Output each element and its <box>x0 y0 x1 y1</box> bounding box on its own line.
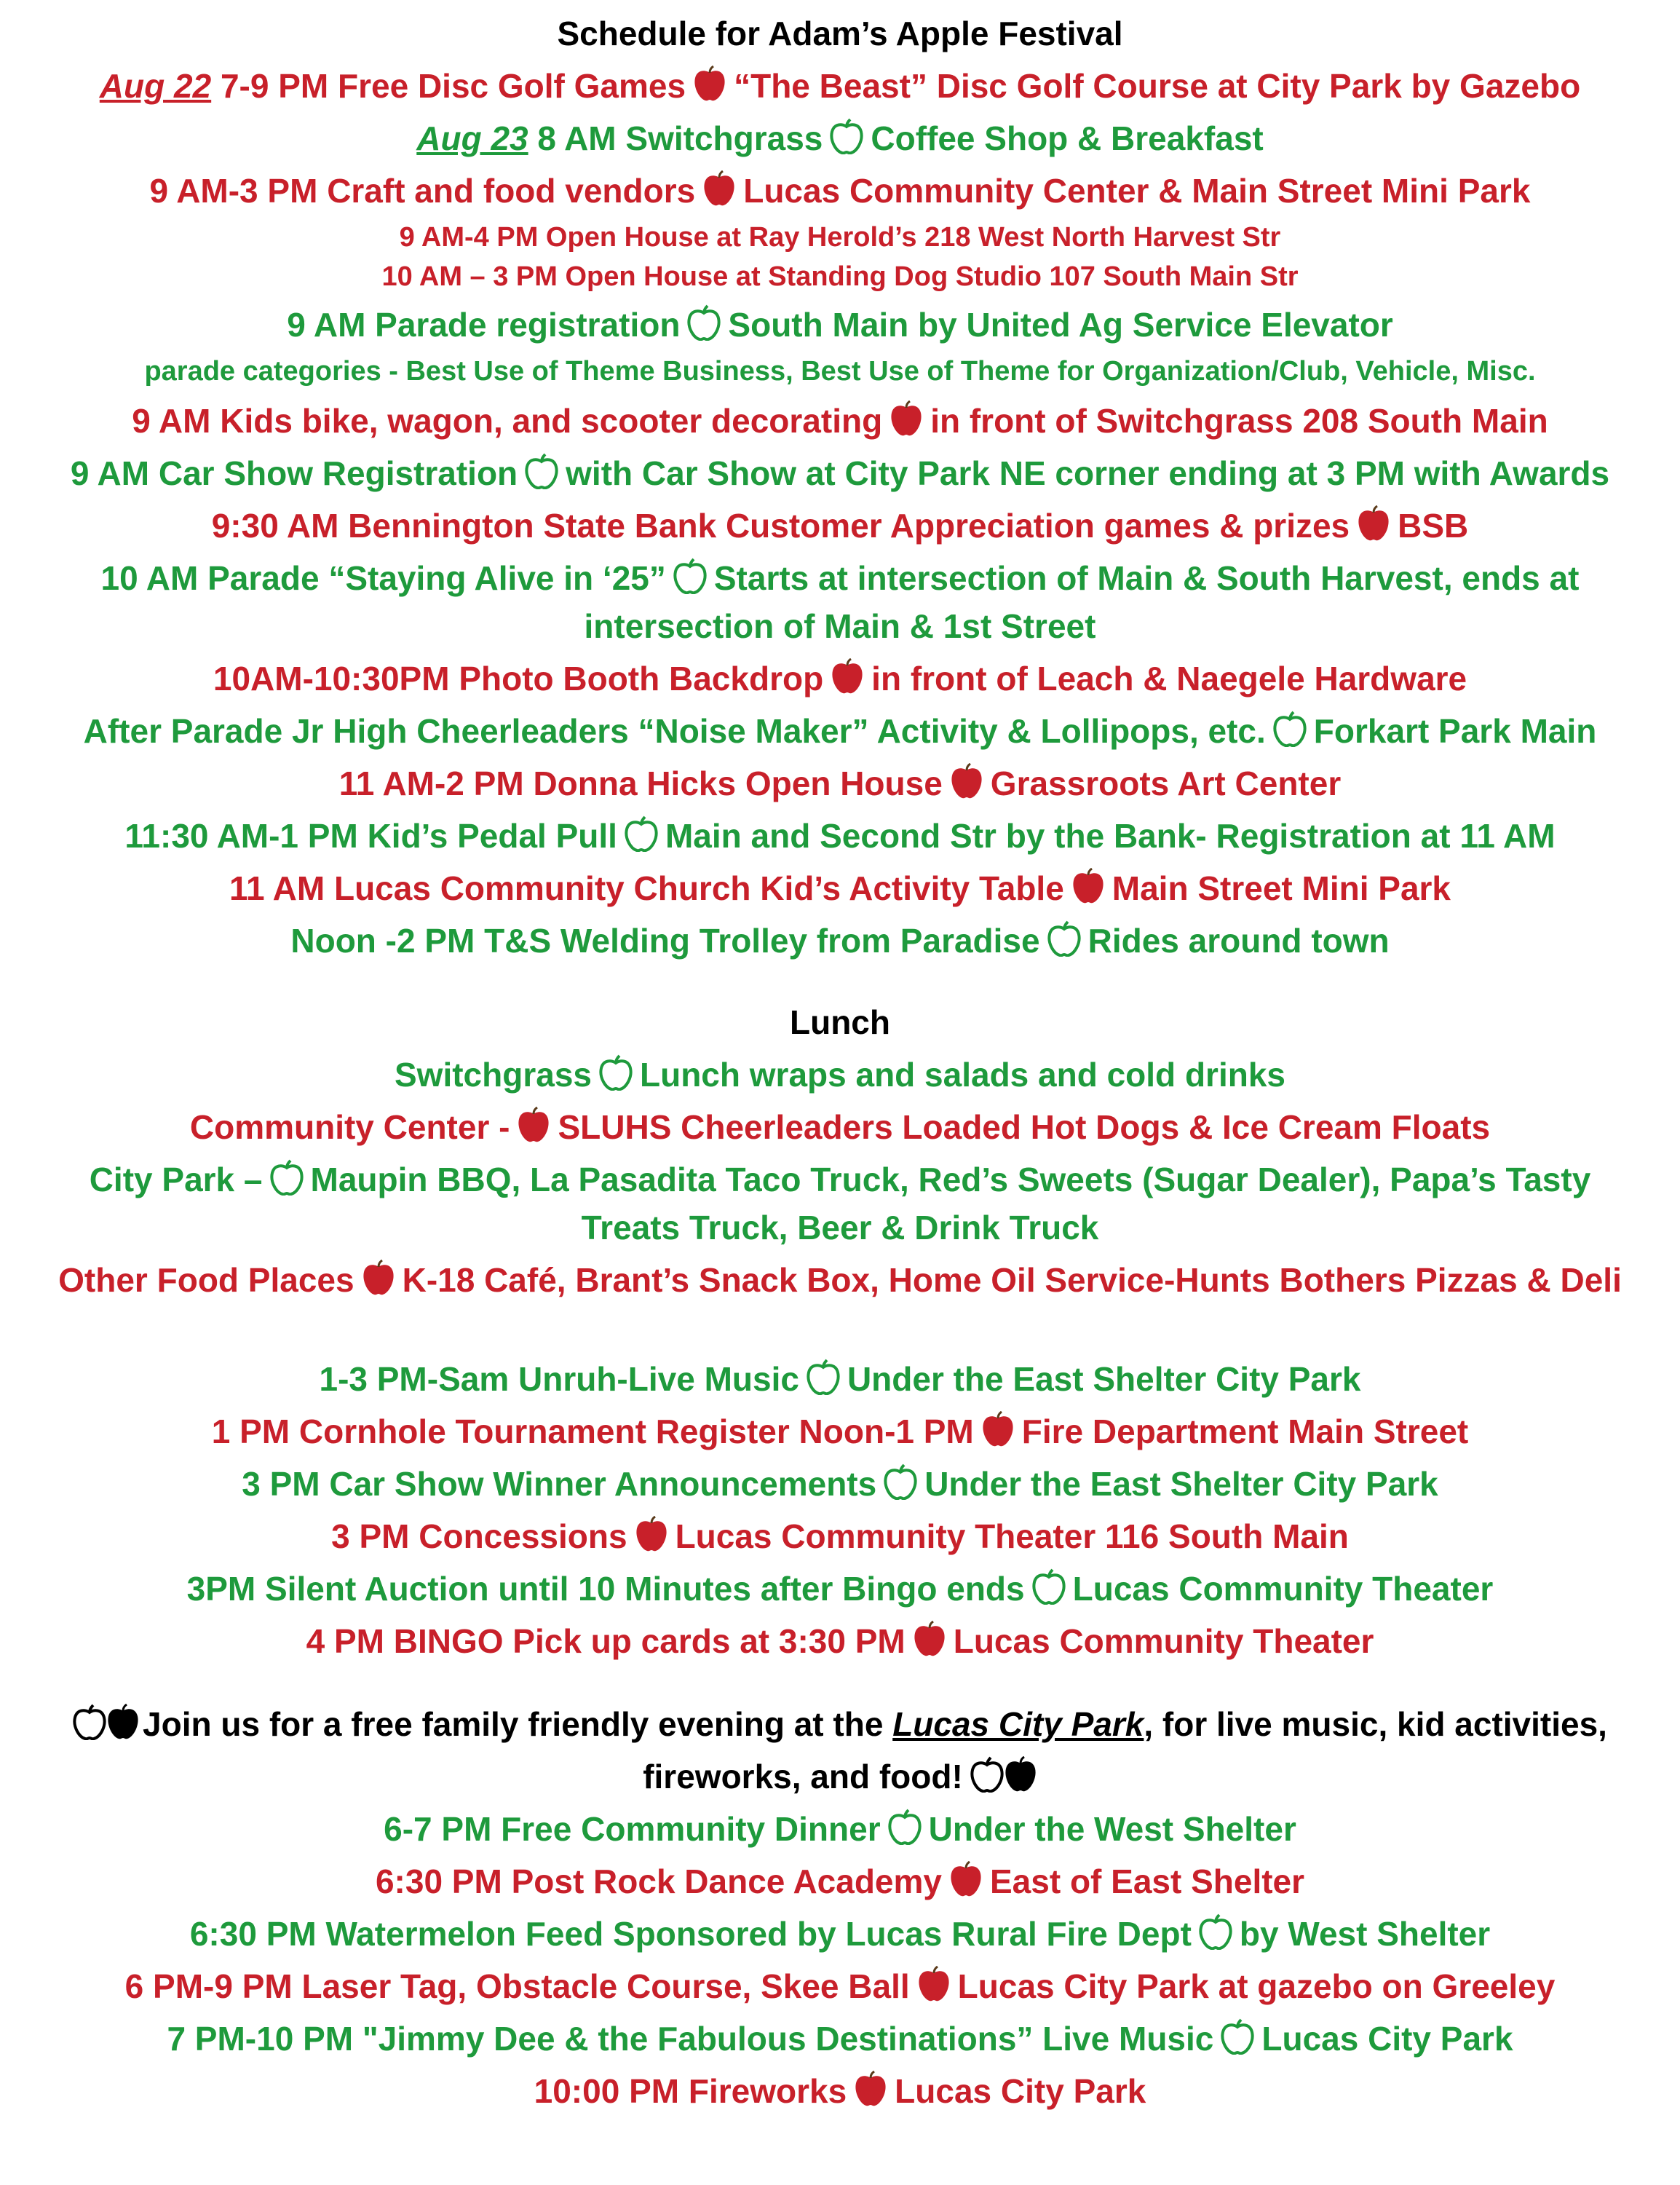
red-apple-icon <box>854 2071 887 2107</box>
afternoon-row: 1 PM Cornhole Tournament Register Noon-1 PM Fire Department Main Street <box>211 1412 1469 1450</box>
green-apple-outline-icon <box>1032 1568 1066 1605</box>
date-aug-23: Aug 23 <box>416 119 528 157</box>
green-apple-outline-icon <box>687 304 721 341</box>
afternoon-row: 3 PM Concessions Lucas Community Theater 116 South Main <box>331 1517 1349 1555</box>
evening-row: 6-7 PM Free Community Dinner Under the West Shelter <box>384 1810 1296 1848</box>
red-apple-icon <box>362 1260 395 1296</box>
parade-categories: parade categories - Best Use of Theme Business, Best Use of Theme for Organization/Club, Vehicle, Misc. <box>144 356 1536 387</box>
green-apple-outline-icon <box>888 1809 922 1845</box>
lunch-row: City Park – Maupin BBQ, La Pasadita Taco Truck, Red’s Sweets (Sugar Dealer), Papa’s Tasty <box>89 1161 1591 1198</box>
schedule-row: 9 AM Car Show Registration with Car Show at City Park NE corner ending at 3 PM with Awards <box>70 454 1610 492</box>
evening-intro: Join us for a free family friendly evening at the Lucas City Park, for live music, kid activities, <box>0 1702 1680 1746</box>
afternoon-row: 4 PM BINGO Pick up cards at 3:30 PM Lucas Community Theater <box>306 1622 1374 1660</box>
green-apple-outline-icon <box>270 1159 304 1196</box>
black-apple-icon <box>1004 1756 1037 1793</box>
green-apple-outline-icon <box>673 558 707 594</box>
lunch-row: Switchgrass Lunch wraps and salads and cold drinks <box>395 1056 1285 1094</box>
red-apple-icon <box>517 1107 550 1143</box>
lunch-row: Community Center - SLUHS Cheerleaders Loaded Hot Dogs & Ice Cream Floats <box>189 1108 1491 1146</box>
schedule-row: Aug 22 7-9 PM Free Disc Golf Games “The Beast” Disc Golf Course at City Park by Gazebo <box>99 67 1581 105</box>
red-apple-icon <box>1357 505 1390 542</box>
schedule-row: 11 AM-2 PM Donna Hicks Open House Grassroots Art Center <box>338 764 1342 802</box>
red-apple-icon <box>913 1621 946 1657</box>
evening-row: 7 PM-10 PM "Jimmy Dee & the Fabulous Destinations” Live Music Lucas City Park <box>167 2020 1513 2058</box>
green-apple-outline-icon <box>625 815 658 852</box>
red-apple-icon <box>635 1516 668 1552</box>
green-apple-outline-icon <box>525 453 558 489</box>
lucas-city-park-link: Lucas City Park <box>892 1705 1144 1743</box>
green-apple-outline-icon <box>884 1463 917 1500</box>
red-apple-icon <box>949 1861 983 1897</box>
red-apple-icon <box>917 1966 951 2002</box>
page-title: Schedule for Adam’s Apple Festival <box>557 15 1123 52</box>
black-apple-icon <box>106 1704 140 1740</box>
evening-intro-continued: fireworks, and food! <box>0 1755 1680 1798</box>
schedule-row: 10AM-10:30PM Photo Booth Backdrop in front of Leach & Naegele Hardware <box>213 660 1467 698</box>
red-apple-icon <box>693 66 726 102</box>
schedule-row: 10 AM – 3 PM Open House at Standing Dog Studio 107 South Main Str <box>381 261 1299 292</box>
date-aug-22: Aug 22 <box>99 67 212 105</box>
evening-row: 10:00 PM Fireworks Lucas City Park <box>534 2072 1146 2110</box>
green-apple-outline-icon <box>1199 1913 1232 1950</box>
evening-row: 6:30 PM Watermelon Feed Sponsored by Lucas Rural Fire Dept by West Shelter <box>189 1915 1491 1953</box>
red-apple-icon <box>1071 868 1105 904</box>
lunch-row-continued: Treats Truck, Beer & Drink Truck <box>581 1209 1099 1246</box>
evening-row: 6 PM-9 PM Laser Tag, Obstacle Course, Skee Ball Lucas City Park at gazebo on Greeley <box>124 1967 1556 2005</box>
schedule-row: 9 AM Parade registration South Main by United Ag Service Elevator <box>287 306 1393 344</box>
green-apple-outline-icon <box>1047 920 1081 957</box>
red-apple-icon <box>831 658 864 695</box>
schedule-row: After Parade Jr High Cheerleaders “Noise Maker” Activity & Lollipops, etc. Forkart Park Main <box>83 712 1597 750</box>
schedule-row: 11 AM Lucas Community Church Kid’s Activity Table Main Street Mini Park <box>229 869 1451 907</box>
green-apple-outline-icon <box>830 118 863 154</box>
green-apple-outline-icon <box>1273 711 1307 747</box>
lunch-row: Other Food Places K-18 Café, Brant’s Snack Box, Home Oil Service-Hunts Bothers Pizzas & Deli <box>58 1261 1622 1299</box>
schedule-row: Aug 23 8 AM Switchgrass Coffee Shop & Breakfast <box>416 119 1264 157</box>
evening-row: 6:30 PM Post Rock Dance Academy East of East Shelter <box>375 1862 1305 1900</box>
black-apple-outline-icon <box>73 1704 106 1740</box>
afternoon-row: 3PM Silent Auction until 10 Minutes after Bingo ends Lucas Community Theater <box>186 1570 1494 1608</box>
schedule-row: Noon -2 PM T&S Welding Trolley from Paradise Rides around town <box>290 922 1390 960</box>
black-apple-outline-icon <box>970 1756 1004 1793</box>
schedule-row: 9 AM-4 PM Open House at Ray Herold’s 218 West North Harvest Str <box>399 222 1281 253</box>
green-apple-outline-icon <box>1221 2018 1254 2055</box>
schedule-row: 9:30 AM Bennington State Bank Customer Appreciation games & prizes BSB <box>211 507 1469 545</box>
lunch-heading: Lunch <box>790 1003 890 1041</box>
schedule-row-continued: intersection of Main & 1st Street <box>584 607 1096 645</box>
afternoon-row: 3 PM Car Show Winner Announcements Under the East Shelter City Park <box>242 1465 1438 1503</box>
green-apple-outline-icon <box>807 1359 840 1395</box>
schedule-row: 9 AM-3 PM Craft and food vendors Lucas Community Center & Main Street Mini Park <box>149 172 1531 210</box>
red-apple-icon <box>889 400 923 437</box>
afternoon-row: 1-3 PM-Sam Unruh-Live Music Under the East Shelter City Park <box>319 1360 1361 1398</box>
schedule-row: 9 AM Kids bike, wagon, and scooter decorating in front of Switchgrass 208 South Main <box>132 402 1548 440</box>
green-apple-outline-icon <box>599 1054 633 1091</box>
red-apple-icon <box>702 170 736 207</box>
red-apple-icon <box>981 1411 1015 1447</box>
red-apple-icon <box>950 763 983 799</box>
schedule-row: 10 AM Parade “Staying Alive in ‘25” Starts at intersection of Main & South Harvest, ends at <box>100 559 1580 597</box>
schedule-row: 11:30 AM-1 PM Kid’s Pedal Pull Main and Second Str by the Bank- Registration at 11 AM <box>124 817 1556 855</box>
